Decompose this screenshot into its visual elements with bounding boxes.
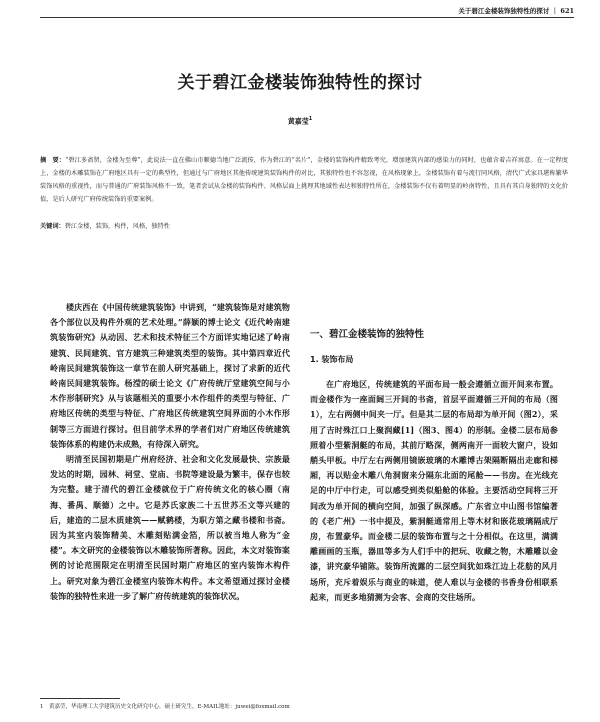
paper-title: 关于碧江金楼装饰独特性的探讨 [177,73,423,93]
keywords-text: 碧江金楼，装饰，构件，风格，独特性 [64,223,170,230]
running-header: 关于碧江金楼装饰独特性的探讨 ｜ 621 [458,7,574,15]
section-heading: 一、碧江金楼装饰的独特性 [310,329,425,340]
footnote-rule [40,698,120,699]
author-line [0,116,600,126]
author-name: 黄嘉莹 [287,117,309,126]
left-column [50,300,290,604]
body-paragraph: 明清至民国初期是广州府经济、社会和文化发展最快、宗族最发达的时期，园林、祠堂、堂庙、书院等建设最为繁丰，保存也较为完整。建于清代的碧江金楼就位于广府传统文化的核心圈（南海、番禺、顺德）之中。它是苏氏家族二十五世苏丕文等兴建的后，建造的二层木质建筑——赋鹤楼，为职方第之藏书楼和书斋。因为其室内装饰精美、木雕刻贴满金箔，所以被当地人称为“金楼”。本文研究的金楼装饰以木雕装饰所著称。因此，本文对装饰案例的讨论范围限定在明清至民国时期广府地区的室内装饰木构件上。研究对象为碧江金楼室内装饰木构件。本文希望通过探讨金楼装饰的独特性来进一步了解广府传统建筑的装饰状况。 [50,454,290,601]
body-paragraph: 在广府地区，传统建筑的平面布局一般会遵循立面开间来布置。而金楼作为一座面阔三开间的书斋，首层平面遵循三开间的布局（图1），左右两侧中间夹一厅。但是其二层的布局却为单开间（图2），采用了吉时殊江口上聚润藏[1]（图3、图4）的形制。金楼二层布局参照着小型紫洞艇的布局，其前厅略深，侧两南开一面较大窗户，设如艄头甲板。中厅左右两侧用镜嵌玻璃的木雕博古架隔断隔出走廊和梯厢，再以贴金木雕八角洞窗来分隔东北面的尾舱——书房。在光线充足的中厅中行走，可以感受到类似船舱的体验。主要活动空间将三开间改为单开间的横向空间，加强了纵深感。广东省立中山图书馆编著的《老广州》一书中提及，紫洞艇通常用上等木材和嵌花玻璃隔成厅房，布置豪华。而金楼二层的装饰布置与之十分相似。在这里，满满雕画画的玉瓶，器皿等多为人们手中的把玩、收藏之物，木雕雕以金漆，讲究豪华铺陈。装饰所流露的二层空间犹如珠江边上花舫的风月场所，充斥着娱乐与商业的味道，使人难以与金楼的书香身份相联系起来，而更多地猜测为会客、会商的交往场所。 [310,379,558,602]
footnote: 1 黄嘉莹，华南理工大学建筑历史文化研究中心，硕士研究生，E-MAIL地址：juwei@foxmail.com [40,704,290,710]
keywords-label: 关键词： [40,223,65,230]
right-column [310,300,558,605]
abstract-label: 摘 要： [40,157,66,164]
abstract-text: “碧江多斋贤，金楼为至尊”，此说法一直在佛山市顺德当地广泛流传，作为碧江的“名片”，金楼的装饰构件精致考究，增加建筑内部的感染力的同时，也蕴含着吉祥寓意。在一定程度上，金楼的木雕装饰在广府地区具有一定的典型性，但通过与广府地区其他传统建筑装饰构件的对比，其独特性也不容忽视，在风格现象上，金楼装饰有着与流行同风格，清代广式家具堪称繁华装饰风格的重视性，而与普通的广府装饰风格不一致，笔者尝试从金楼的装饰构件、风格层面上挑理其地域性表达和独特性所在，金楼装饰不仅有着明显的岭南特性，且具有其自身独特的文化价值，是后人研究广府传统装饰的重要案例。 [40,157,568,203]
keywords [40,220,568,233]
header-rule [40,17,574,18]
subsection-heading: 1. 装饰布局 [310,355,354,364]
abstract [40,154,568,206]
author-footnote-mark: 1 [308,116,313,122]
body-paragraph: 楼庆西在《中国传统建筑装饰》中讲到，“建筑装饰是对建筑物各个部位以及构件外观的艺术处理。”薛颖的博士论文《近代岭南建筑装饰研究》从动因、艺术和技术特征三个方面详实地记述了岭南建筑、民间建筑、官方建筑三种建筑类型的装饰。其中第四章近代岭南民间建筑装饰这一章节在前人研究基础上，探讨了求新的近代岭南民间建筑装饰。杨滢的硕士论文《广府传统厅堂建筑空间与小木作形制研究》从与该题相关的重要小木作组件的类型与特征、广府地区传统的类型与特征、广府地区传统建筑空间界面的小木作形制等三方面进行探讨。但目前学术界的学者们对广府地区传统建筑装饰体系的构建仍未成熟，有待深入研究。 [50,302,290,449]
